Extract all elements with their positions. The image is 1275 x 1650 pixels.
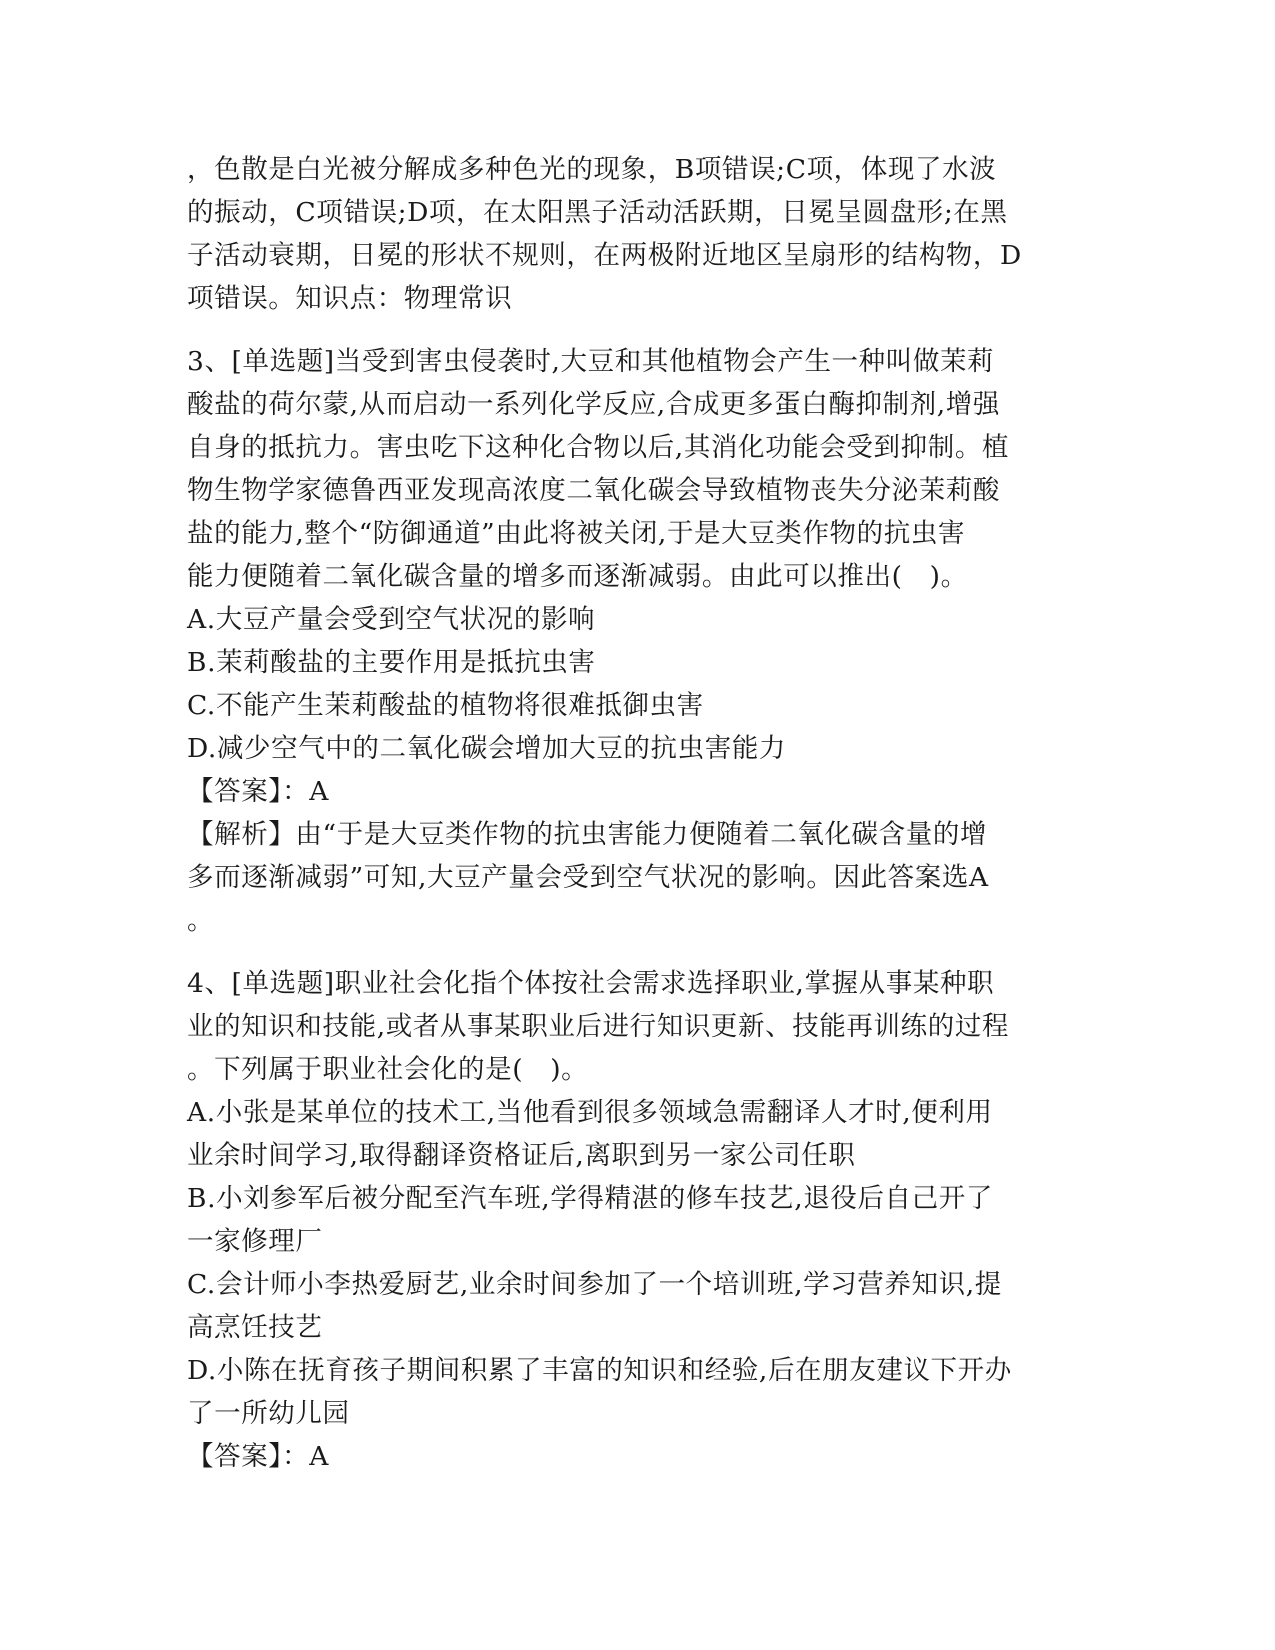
- option-a: A.小张是某单位的技术工,当他看到很多领域急需翻译人才时,便利用: [187, 1097, 993, 1128]
- question-stem-line: 自身的抵抗力。害虫吃下这种化合物以后,其消化功能会受到抑制。植: [187, 432, 1010, 463]
- option-d: D.减少空气中的二氧化碳会增加大豆的抗虫害能力: [187, 733, 787, 764]
- text-line: 子活动衰期，日冕的形状不规则，在两极附近地区呈扇形的结构物，D: [187, 240, 1022, 271]
- question-stem-line: 业的知识和技能,或者从事某职业后进行知识更新、技能再训练的过程: [187, 1011, 1010, 1042]
- text-line: 项错误。知识点：物理常识: [187, 283, 513, 314]
- text-line: ，色散是白光被分解成多种色光的现象，B项错误;C项，体现了水波: [187, 154, 997, 185]
- option-c: C.会计师小李热爱厨艺,业余时间参加了一个培训班,学习营养知识,提: [187, 1269, 1002, 1300]
- question-stem-line: 能力便随着二氧化碳含量的增多而逐渐减弱。由此可以推出( )。: [187, 561, 968, 592]
- option-b: B.小刘参军后被分配至汽车班,学得精湛的修车技艺,退役后自己开了: [187, 1183, 993, 1214]
- question-4: [187, 962, 1087, 1478]
- paragraph-gap: [187, 320, 1087, 340]
- option-a-continued: 业余时间学习,取得翻译资格证后,离职到另一家公司任职: [187, 1140, 856, 1171]
- question-stem-line: 4、[单选题]职业社会化指个体按社会需求选择职业,掌握从事某种职: [187, 968, 995, 999]
- option-d: D.小陈在抚育孩子期间积累了丰富的知识和经验,后在朋友建议下开办: [187, 1355, 1012, 1386]
- question-stem-line: 酸盐的荷尔蒙,从而启动一系列化学反应,合成更多蛋白酶抑制剂,增强: [187, 389, 1000, 420]
- option-d-continued: 了一所幼儿园: [187, 1398, 350, 1429]
- document-page: [187, 148, 1087, 1478]
- answer-line: 【答案】：A: [187, 776, 329, 807]
- previous-explanation-continuation: [187, 148, 1087, 320]
- paragraph-gap: [187, 942, 1087, 962]
- analysis-line: 【解析】由“于是大豆类作物的抗虫害能力便随着二氧化碳含量的增: [187, 819, 988, 850]
- option-b: B.茉莉酸盐的主要作用是抵抗虫害: [187, 647, 596, 678]
- question-stem-line: 盐的能力,整个“防御通道”由此将被关闭,于是大豆类作物的抗虫害: [187, 518, 966, 549]
- option-c: C.不能产生茉莉酸盐的植物将很难抵御虫害: [187, 690, 704, 721]
- answer-line: 【答案】：A: [187, 1441, 329, 1472]
- question-stem-line: 物生物学家德鲁西亚发现高浓度二氧化碳会导致植物丧失分泌茉莉酸: [187, 475, 1000, 506]
- question-3: [187, 340, 1087, 942]
- question-stem-line: 。下列属于职业社会化的是( )。: [187, 1054, 589, 1085]
- option-c-continued: 高烹饪技艺: [187, 1312, 323, 1343]
- question-stem-line: 3、[单选题]当受到害虫侵袭时,大豆和其他植物会产生一种叫做茉莉: [187, 346, 995, 377]
- analysis-line: 。: [187, 905, 215, 936]
- text-line: 的振动，C项错误;D项，在太阳黑子活动活跃期，日冕呈圆盘形;在黑: [187, 197, 1008, 228]
- option-b-continued: 一家修理厂: [187, 1226, 323, 1257]
- analysis-line: 多而逐渐减弱”可知,大豆产量会受到空气状况的影响。因此答案选A: [187, 862, 989, 893]
- option-a: A.大豆产量会受到空气状况的影响: [187, 604, 596, 635]
